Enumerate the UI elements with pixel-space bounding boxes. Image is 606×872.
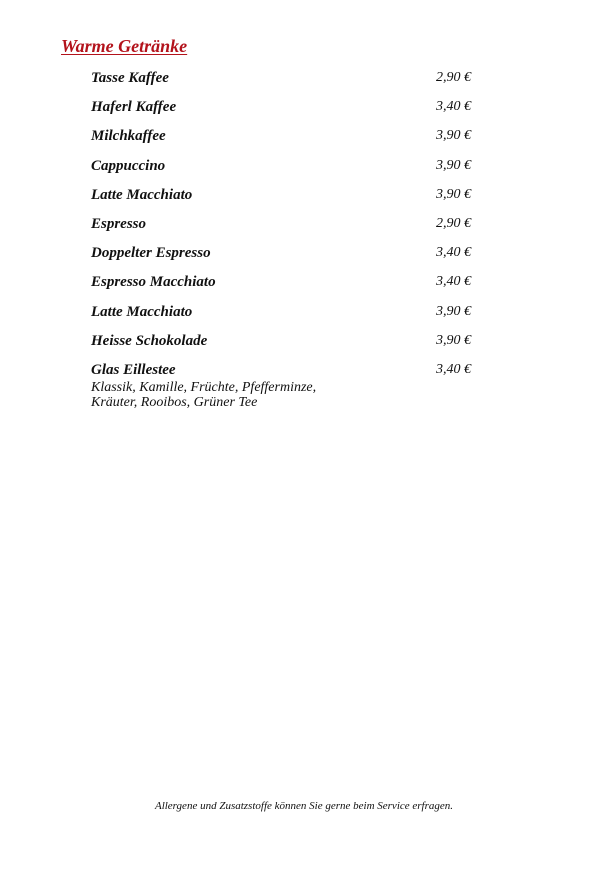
menu-item <box>91 187 471 216</box>
menu-item <box>91 333 471 362</box>
item-name: Espresso <box>91 215 147 232</box>
item-name: Haferl Kaffee <box>91 99 177 116</box>
item-name: Doppelter Espresso <box>91 245 211 262</box>
allergen-note-text: Allergene und Zusatzstoffe können Sie gerne beim Service erfragen. <box>154 800 454 812</box>
item-price: 3,40 € <box>436 274 471 290</box>
menu-item <box>91 274 471 303</box>
item-price: 3,40 € <box>436 99 471 115</box>
menu-item <box>91 70 471 99</box>
item-price: 2,90 € <box>436 70 471 85</box>
menu-item <box>91 99 471 128</box>
item-name: Tasse Kaffee <box>91 70 169 86</box>
menu-item <box>91 245 471 274</box>
menu-item <box>91 304 471 333</box>
item-price: 3,90 € <box>436 157 471 173</box>
menu-item <box>91 158 471 187</box>
item-name: Espresso Macchiato <box>91 274 216 291</box>
menu-item <box>91 128 471 157</box>
item-description-line: Kräuter, Rooibos, Grüner Tee <box>91 394 258 410</box>
allergen-note <box>0 800 606 812</box>
item-name: Glas Eillestee <box>91 361 176 378</box>
item-price: 3,40 € <box>436 361 471 377</box>
item-price: 3,40 € <box>436 245 471 261</box>
item-name: Latte Macchiato <box>91 303 193 320</box>
item-name: Cappuccino <box>91 157 166 174</box>
item-price: 3,90 € <box>436 186 471 202</box>
item-description-line: Klassik, Kamille, Früchte, Pfefferminze, <box>91 379 317 395</box>
item-price: 3,90 € <box>436 332 471 348</box>
page-title: Warme Getränke <box>61 36 188 56</box>
item-price: 2,90 € <box>436 215 471 231</box>
menu-item <box>91 362 471 410</box>
item-price: 3,90 € <box>436 303 471 319</box>
menu-list <box>91 70 471 410</box>
item-price: 3,90 € <box>436 128 471 144</box>
item-name: Heisse Schokolade <box>91 332 208 349</box>
item-name: Latte Macchiato <box>91 186 193 203</box>
item-name: Milchkaffee <box>91 128 166 145</box>
menu-item <box>91 216 471 245</box>
